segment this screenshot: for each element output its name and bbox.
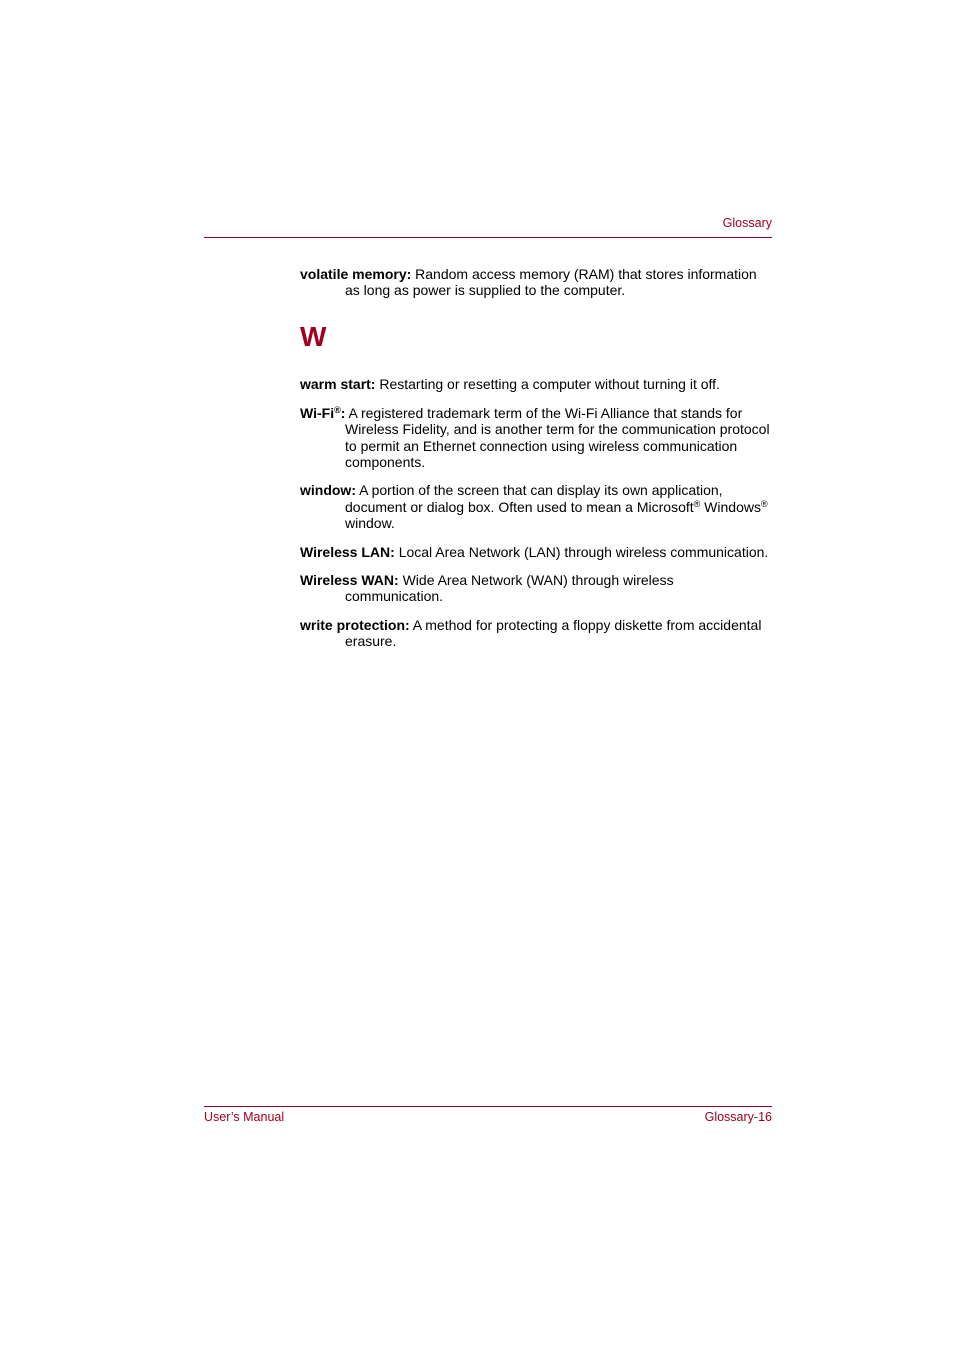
page-number: Glossary-16 — [704, 1110, 772, 1124]
glossary-definition: A method for protecting a floppy diskette from accidental erasure. — [345, 617, 762, 650]
glossary-entry-write-protection — [300, 617, 772, 649]
glossary-definition: Local Area Network (LAN) through wireless communication. — [398, 543, 769, 560]
glossary-entry-wifi — [300, 405, 772, 470]
glossary-definition: Restarting or resetting a computer without turning it off. — [379, 376, 720, 393]
glossary-term: window: — [300, 482, 356, 499]
glossary-entry-warm-start — [300, 376, 772, 392]
glossary-entry-window — [300, 482, 772, 531]
glossary-definition: Wide Area Network (WAN) through wireless communication. — [345, 572, 674, 605]
registered-mark: ® — [760, 498, 768, 509]
footer-manual-title: User’s Manual — [204, 1110, 285, 1124]
registered-mark: ® — [693, 498, 701, 509]
glossary-entry-wireless-lan — [300, 544, 772, 560]
running-header: Glossary — [722, 216, 772, 230]
section-letter-heading: W — [300, 321, 327, 353]
glossary-definition: A registered trademark term of the Wi-Fi Alliance that stands for Wireless Fidelity, and is another term for the communication protocol to permit an Ethernet connection using wireless communication components. — [345, 405, 770, 470]
glossary-term: volatile memory: — [300, 266, 412, 282]
glossary-definition: Random access memory (RAM) that stores information as long as power is supplied to the computer. — [345, 266, 757, 299]
glossary-entry-wireless-wan — [300, 572, 772, 604]
glossary-term-colon: : — [340, 405, 346, 422]
glossary-definition-end: window. — [345, 514, 395, 531]
glossary-term: warm start: — [300, 376, 376, 393]
glossary-term: write protection: — [300, 617, 410, 634]
glossary-definition: A portion of the screen that can display its own application, document or dialog box. Often used to mean a Microsoft — [345, 482, 723, 515]
registered-mark: ® — [334, 405, 341, 416]
glossary-term-text: Wi-Fi — [300, 405, 335, 422]
glossary-term — [300, 405, 345, 421]
glossary-definition-windows: Windows — [704, 498, 761, 515]
glossary-term: Wireless LAN: — [300, 543, 395, 560]
glossary-entry-volatile-memory — [300, 266, 772, 298]
glossary-term: Wireless WAN: — [300, 572, 399, 589]
footer-rule — [204, 1106, 772, 1107]
glossary-content — [300, 266, 772, 662]
header-rule — [204, 237, 772, 238]
